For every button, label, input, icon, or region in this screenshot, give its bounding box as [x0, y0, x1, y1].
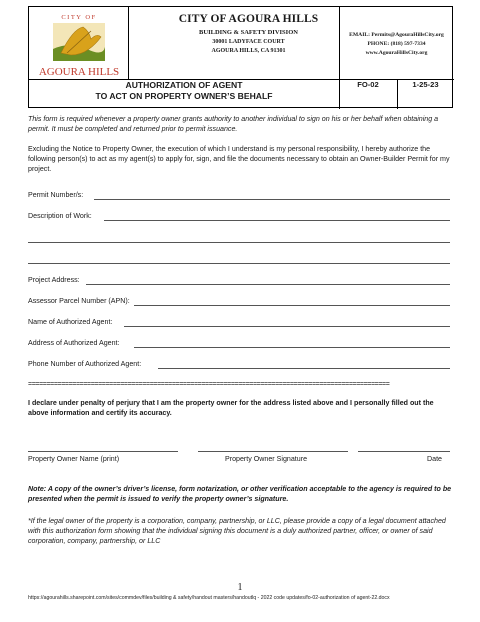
project-address-label: Project Address:	[28, 276, 80, 284]
footer-path: https://agourahills.sharepoint.com/sites/commdev/files/building & safety/handout masters/handoutlq - 2022 code updates/fo-02-authorization of agent-22.docx	[28, 595, 390, 601]
date-label: Date	[427, 455, 442, 463]
division-block	[158, 13, 339, 54]
form-number: FO-02	[357, 80, 379, 89]
note-text: Note: A copy of the owner’s driver’s license, form notarization, or other verification acceptable to the agency is required to be presented when the permit is issued to verify the property owner’s signature.	[28, 485, 452, 503]
permit-number-field[interactable]	[94, 199, 450, 200]
agent-address-field[interactable]	[134, 347, 450, 348]
divider	[339, 7, 340, 109]
declaration-text: I declare under penalty of perjury that I am the property owner for the address listed above and I personally filled out the above information and certify its accuracy.	[28, 399, 434, 417]
intro-text: This form is required whenever a property owner grants authority to another individual to sign on his or her behalf when obtaining a permit. It must be completed and returned prior to permit issuance.	[28, 115, 439, 133]
phone: PHONE: (818) 597-7334	[367, 41, 426, 47]
description-label: Description of Work:	[28, 212, 92, 220]
logo-name-text: AGOURA HILLS	[38, 66, 120, 78]
owner-signature-label: Property Owner Signature	[225, 455, 308, 463]
division-name: BUILDING & SAFETY DIVISION	[199, 29, 298, 36]
separator-line: ==================================================================================================	[28, 381, 390, 388]
authorization-text: Excluding the Notice to Property Owner, the execution of which I understand is my personal responsibility, I hereby authorize the following person(s) to act as my agent(s) to apply for, sign, and file the documents necessary to obtain an Owner-Builder Permit for my project.	[28, 145, 450, 173]
description-field-line-3[interactable]	[28, 263, 450, 264]
form-header	[28, 6, 453, 108]
address-line-1: 30001 LADYFACE COURT	[212, 39, 285, 45]
agent-phone-field[interactable]	[158, 368, 450, 369]
owner-name-label: Property Owner Name (print)	[28, 455, 120, 463]
description-field-line-2[interactable]	[28, 242, 450, 243]
form-date: 1-25-23	[412, 80, 439, 89]
email: EMAIL: Permits@AgouraHillsCity.org	[349, 32, 444, 38]
agent-name-field[interactable]	[124, 326, 450, 327]
logo-city-text: CITY OF	[61, 14, 97, 21]
city-title: CITY OF AGOURA HILLS	[178, 13, 319, 25]
contact-block	[340, 31, 453, 58]
city-logo	[31, 9, 127, 81]
form-title	[29, 80, 339, 102]
form-title-line-2: TO ACT ON PROPERTY OWNER’S BEHALF	[95, 91, 273, 101]
apn-label: Assessor Parcel Number (APN):	[28, 297, 130, 305]
agent-address-label: Address of Authorized Agent:	[28, 339, 120, 347]
project-address-field[interactable]	[86, 284, 450, 285]
form-title-line-1: AUTHORIZATION OF AGENT	[125, 80, 243, 90]
permit-number-label: Permit Number/s:	[28, 191, 84, 199]
agent-phone-label: Phone Number of Authorized Agent:	[28, 360, 142, 368]
apn-field[interactable]	[134, 305, 450, 306]
page-number: 1	[237, 582, 243, 593]
address-line-2: AGOURA HILLS, CA 91301	[211, 48, 286, 54]
agent-name-label: Name of Authorized Agent:	[28, 318, 113, 326]
website: www.AgouraHillsCity.org	[365, 50, 428, 56]
owner-name-field[interactable]	[28, 451, 178, 452]
date-field[interactable]	[358, 451, 450, 452]
description-field[interactable]	[104, 220, 450, 221]
divider	[128, 7, 129, 79]
corporate-note-text: *If the legal owner of the property is a corporation, company, partnership, or LLC, please provide a copy of a legal document attached with this authorization form showing that the individual signing this document is a duly authorized partner, officer, or owner of said corporation, company, partnership, or LLC	[28, 517, 446, 545]
owner-signature-field[interactable]	[198, 451, 348, 452]
